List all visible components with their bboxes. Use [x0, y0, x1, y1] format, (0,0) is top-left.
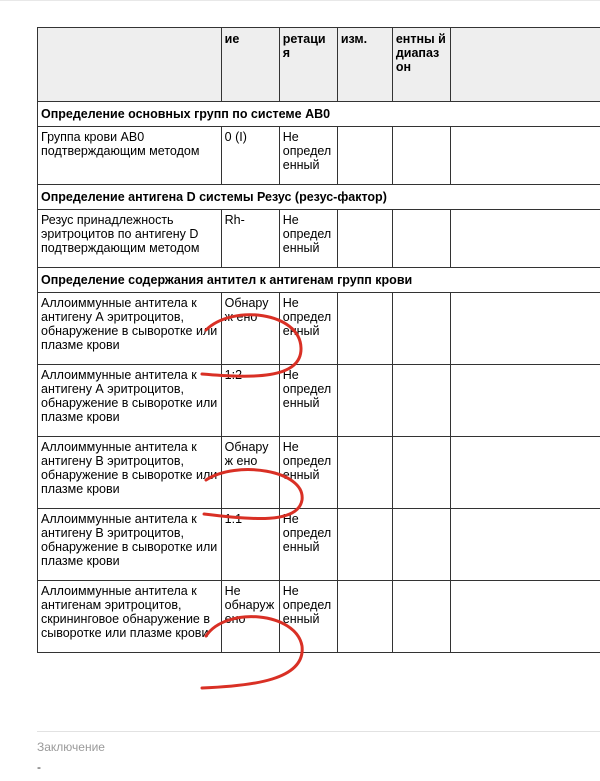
cell-extra — [450, 127, 600, 185]
section-row-antibodies — [38, 268, 600, 293]
cell-indicator: Резус принадлежность эритроцитов по антигену D подтверждающим методом — [38, 210, 222, 268]
cell-extra — [450, 437, 600, 509]
cell-interpretation: Не определ енный — [279, 365, 337, 437]
table-row — [38, 127, 600, 185]
table-row — [38, 210, 600, 268]
cell-reference — [392, 127, 450, 185]
cell-indicator: Аллоиммунные антитела к антигену В эритроцитов, обнаружение в сыворотке или плазме крови — [38, 509, 222, 581]
table-row — [38, 293, 600, 365]
table-row — [38, 581, 600, 653]
cell-unit — [337, 127, 392, 185]
table-header-row — [38, 28, 600, 102]
cell-result: Не обнаруж ено — [221, 581, 279, 653]
section-row-abo — [38, 102, 600, 127]
cell-unit — [337, 509, 392, 581]
cell-interpretation: Не определ енный — [279, 509, 337, 581]
cell-reference — [392, 210, 450, 268]
top-divider — [0, 0, 600, 1]
cell-reference — [392, 581, 450, 653]
cell-reference — [392, 365, 450, 437]
cell-result: 0 (I) — [221, 127, 279, 185]
cell-result: Обнаруж ено — [221, 293, 279, 365]
cell-reference — [392, 437, 450, 509]
cell-indicator: Аллоиммунные антитела к антигену А эритроцитов, обнаружение в сыворотке или плазме крови — [38, 293, 222, 365]
cell-result: 1:1 — [221, 509, 279, 581]
cell-indicator: Аллоиммунные антитела к антигенам эритроцитов, скрининговое обнаружение в сыворотке или плазме крови — [38, 581, 222, 653]
section-divider — [37, 731, 600, 732]
section-row-rhesus — [38, 185, 600, 210]
table-row — [38, 437, 600, 509]
cell-indicator: Группа крови АВ0 подтверждающим методом — [38, 127, 222, 185]
conclusion-label: Заключение — [37, 740, 105, 754]
cell-extra — [450, 210, 600, 268]
cell-interpretation: Не определ енный — [279, 210, 337, 268]
cell-result: Rh- — [221, 210, 279, 268]
cell-unit — [337, 293, 392, 365]
cell-extra — [450, 581, 600, 653]
cell-result: Обнаруж ено — [221, 437, 279, 509]
cell-result: 1:2 — [221, 365, 279, 437]
conclusion-value: - — [37, 760, 41, 774]
section-title: Определение основных групп по системе АВ0 — [38, 102, 600, 127]
cell-indicator: Аллоиммунные антитела к антигену А эритроцитов, обнаружение в сыворотке или плазме крови — [38, 365, 222, 437]
section-title: Определение антигена D системы Резус (резус-фактор) — [38, 185, 600, 210]
cell-unit — [337, 365, 392, 437]
cell-extra — [450, 365, 600, 437]
header-reference: ентны й диапаз он — [392, 28, 450, 102]
cell-indicator: Аллоиммунные антитела к антигену В эритроцитов, обнаружение в сыворотке или плазме крови — [38, 437, 222, 509]
cell-reference — [392, 293, 450, 365]
table-row — [38, 365, 600, 437]
table-row — [38, 509, 600, 581]
header-extra — [450, 28, 600, 102]
cell-interpretation: Не определ енный — [279, 127, 337, 185]
results-table — [37, 27, 600, 653]
cell-unit — [337, 581, 392, 653]
header-interpretation: ретаци я — [279, 28, 337, 102]
header-result: ие — [221, 28, 279, 102]
cell-unit — [337, 210, 392, 268]
cell-unit — [337, 437, 392, 509]
cell-interpretation: Не определ енный — [279, 581, 337, 653]
cell-reference — [392, 509, 450, 581]
cell-extra — [450, 293, 600, 365]
cell-interpretation: Не определ енный — [279, 437, 337, 509]
cell-interpretation: Не определ енный — [279, 293, 337, 365]
header-indicator — [38, 28, 222, 102]
section-title: Определение содержания антител к антигенам групп крови — [38, 268, 600, 293]
header-unit: изм. — [337, 28, 392, 102]
cell-extra — [450, 509, 600, 581]
